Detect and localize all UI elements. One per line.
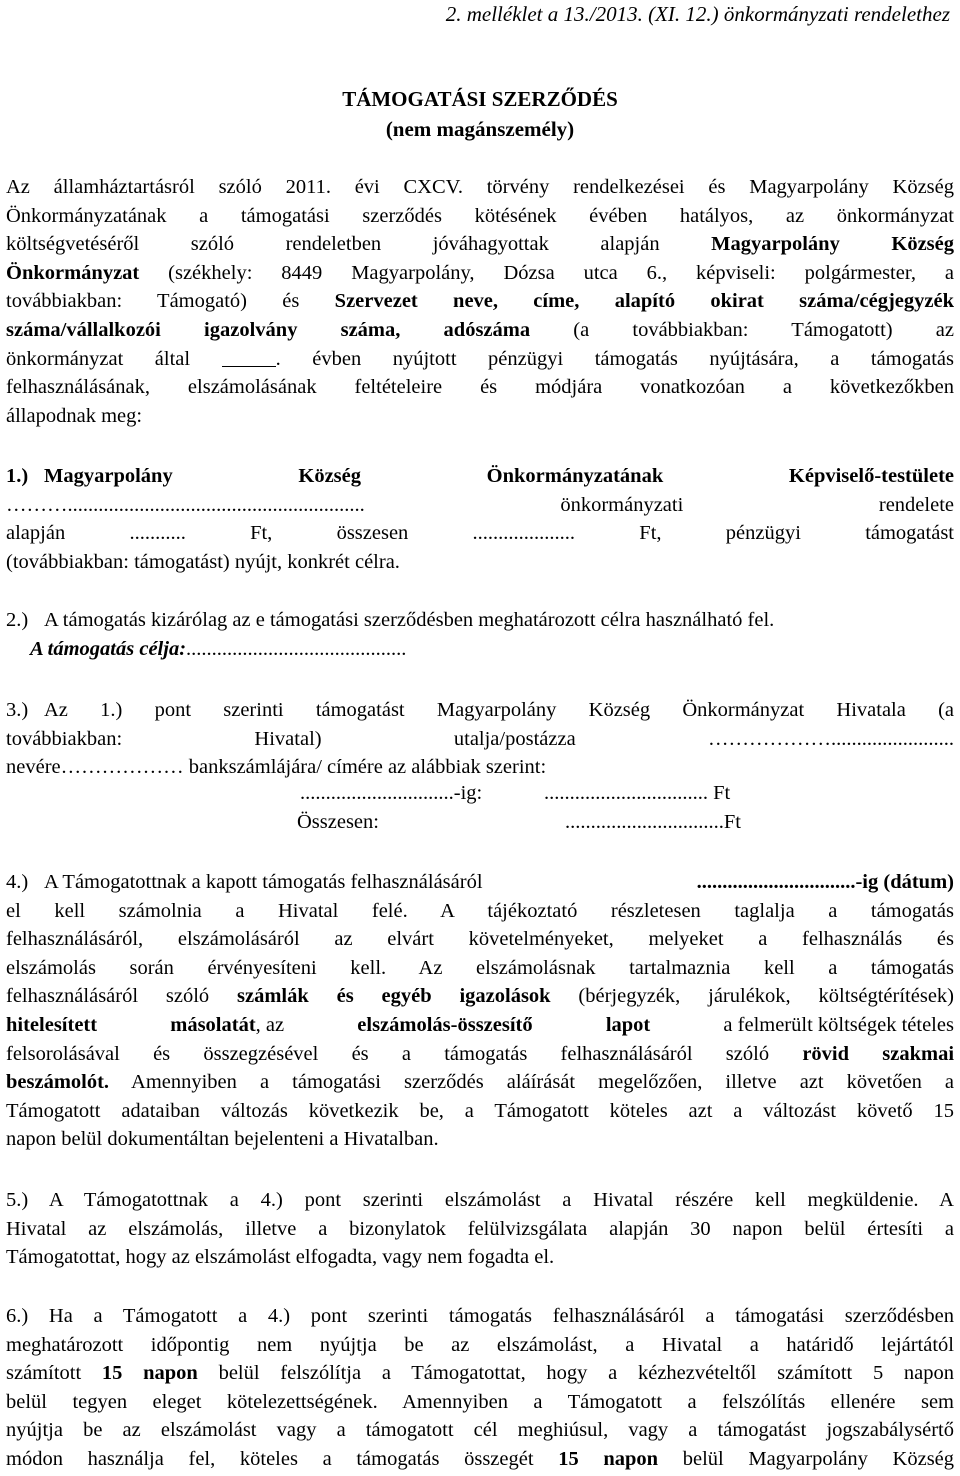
intro-line: önkormányzat által . évben nyújtott pénzügyi támogatás nyújtására, a támogatás (6, 347, 954, 370)
section-4-line: felhasználásáról szóló számlák és egyéb igazolások (bérjegyzék, járulékok, költségtérítések) (6, 985, 954, 1008)
section-1 (6, 462, 954, 576)
intro-line: száma/vállalkozói igazolvány száma, adószáma (a továbbiakban: Támogatott) az (6, 318, 954, 341)
section-2 (6, 606, 954, 663)
section-3-line: nevére……………… bankszámlájára/ címére az alábbiak szerint: (6, 756, 547, 779)
section-2-line: A támogatás célja:........................................... (30, 637, 407, 660)
section-5-line: 5.) A Támogatottnak a 4.) pont szerinti elszámolást a Hivatal részére kell megküldenie. A (6, 1189, 954, 1211)
section-1-line: 1.) Magyarpolány Község Önkormányzatának Képviselő-testülete (6, 462, 954, 491)
section-4-line: napon belül dokumentáltan bejelenteni a Hivatalban. (6, 1128, 439, 1151)
intro-line: továbbiakban: Támogató) és Szervezet neve, címe, alapító okirat száma/cégjegyzék (6, 290, 954, 313)
title-main: TÁMOGATÁSI SZERZŐDÉS (342, 87, 618, 111)
section-3-line: továbbiakban: Hivatal) utalja/postázza ………………........................ (6, 727, 954, 750)
section-6-line: nyújtja be az elszámolást vagy a támogatott cél meghiúsul, vagy a támogatást jogszabálysértő (6, 1419, 954, 1442)
section-number: 4.) (6, 871, 29, 893)
section-4-line: felhasználásáról, elszámolásáról az elvárt követelményeket, melyeket a felhasználás és (6, 928, 954, 951)
section-5 (6, 1186, 954, 1272)
section-6-line: meghatározott időpontig nem nyújtja be az elszámolást, a Hivatal a határidő lejártától (6, 1333, 954, 1356)
section-6-line: belül tegyen eleget kötelezettségének. Amennyiben a Támogatott a felszólítás ellenére sem (6, 1390, 954, 1413)
section-5-line: Hivatal az elszámolás, illetve a bizonylatok felülvizsgálata alapján 30 napon belül értesíti a (6, 1217, 954, 1240)
section-4-line: el kell számolnia a Hivatal felé. A tájékoztató részletesen taglalja a támogatás (6, 899, 954, 922)
section-4 (6, 868, 954, 1154)
intro-line: költségvetéséről szóló rendeletben jóváhagyottak alapján Magyarpolány Község (6, 233, 954, 256)
section-1-line: ……….......................................................... önkormányzati rendelete (6, 493, 954, 516)
intro-line: Önkormányzatának a támogatási szerződés kötésének évében hatályos, az önkormányzat (6, 204, 954, 227)
intro-line: felhasználásának, elszámolásának feltételeire és módjára vonatkozóan a következőkben (6, 376, 954, 399)
intro-line: Önkormányzat (székhely: 8449 Magyarpolány, Dózsa utca 6., képviseli: polgármester, a (6, 261, 954, 284)
title-sub: (nem magánszemély) (385, 117, 575, 141)
section-6-line: módon használja fel, köteles a támogatás összegét 15 napon belül Magyarpolány Község (6, 1447, 955, 1470)
section-6 (6, 1302, 954, 1474)
annex-header: 2. melléklet a 13./2013. (XI. 12.) önkormányzati rendelethez (445, 2, 950, 26)
amount-row-value: ................................ Ft (544, 782, 731, 804)
section-4-line: 4.) A Támogatottnak a kapott támogatás felhasználásáról ...............................-ig (dátum) (6, 868, 954, 897)
section-number: 2.) (6, 609, 29, 631)
intro-line: állapodnak meg: (6, 404, 143, 427)
section-6-line: számított 15 napon belül felszólítja a Támogatottat, hogy a kézhezvételtől számított 5 napon (6, 1362, 955, 1385)
contract-title (6, 84, 954, 144)
section-3 (6, 696, 954, 782)
year-blank (222, 348, 276, 367)
section-3-line: 3.) Az 1.) pont szerinti támogatást Magyarpolány Község Önkormányzat Hivatala (a (6, 696, 954, 725)
section-5-line: Támogatottat, hogy az elszámolást elfogadta, vagy nem fogadta el. (6, 1246, 555, 1269)
intro-line: Az államháztartásról szóló 2011. évi CXCV. törvény rendelkezései és Magyarpolány Község (6, 176, 954, 198)
section-4-line: beszámolót. Amennyiben a támogatási szerződés aláírását megelőzően, illetve azt követően a (6, 1071, 954, 1094)
section-4-line: hitelesített másolatát, az elszámolás-összesítő lapot a felmerült költségek tételes (6, 1013, 954, 1036)
section-4-line: felsorolásával és összegzésével és a támogatás felhasználásáról szóló rövid szakmai (6, 1042, 955, 1065)
section-6-line: 6.) Ha a Támogatott a 4.) pont szerinti támogatás felhasználásáról a támogatási szerződésben (6, 1305, 954, 1327)
total-value: ...............................Ft (565, 811, 741, 833)
section-number: 1.) (6, 465, 29, 487)
total-label: Összesen: (297, 811, 379, 833)
intro-paragraph (6, 173, 954, 430)
section-number: 3.) (6, 699, 29, 721)
section-1-line: (továbbiakban: támogatást) nyújt, konkrét célra. (6, 550, 400, 573)
section-4-line: elszámolás során érvényesíteni kell. Az elszámolásnak tartalmaznia kell a támogatás (6, 956, 954, 979)
purpose-label: A támogatás célja: (30, 637, 187, 660)
section-1-line: alapján ........... Ft, összesen .................... Ft, pénzügyi támogatást (6, 522, 954, 545)
section-4-line: Támogatott adataiban változás következik be, a Támogatott köteles azt a változást követő 15 (6, 1099, 954, 1122)
amount-row-label: ..............................-ig: (300, 782, 483, 804)
section-2-line: 2.) A támogatás kizárólag az e támogatási szerződésben meghatározott célra használható fel. (6, 606, 954, 635)
